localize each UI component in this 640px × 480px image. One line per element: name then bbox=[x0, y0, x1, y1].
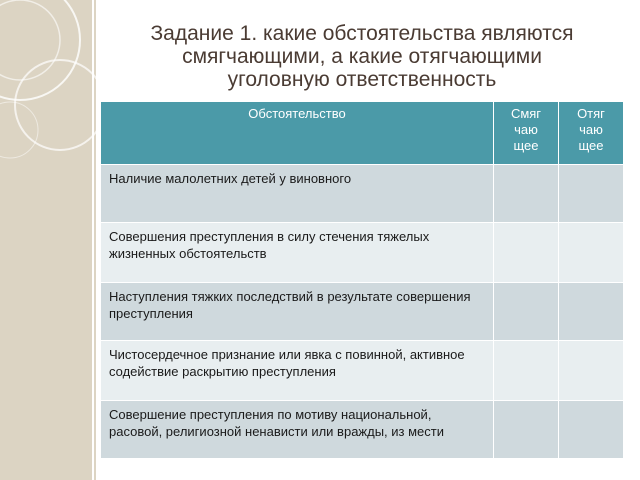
circumstance-cell: Чистосердечное признание или явка с повинной, активное содействие раскрытию преступления bbox=[101, 341, 493, 400]
mitigating-cell[interactable] bbox=[494, 401, 558, 458]
circumstance-cell: Совершения преступления в силу стечения тяжелых жизненных обстоятельств bbox=[101, 223, 493, 282]
title-line-1: Задание 1. какие обстоятельства являются bbox=[150, 22, 574, 45]
mitigating-cell[interactable] bbox=[494, 165, 558, 222]
mitigating-cell[interactable] bbox=[494, 283, 558, 340]
circumstance-cell: Совершение преступления по мотиву национальной, расовой, религиозной ненависти или вражды, из мести bbox=[101, 401, 493, 458]
header-circumstance: Обстоятельство bbox=[101, 102, 493, 164]
title-line-3: уголовную ответственность bbox=[227, 68, 497, 91]
aggravating-cell[interactable] bbox=[559, 283, 623, 340]
header-mitigating-part: чаю bbox=[514, 122, 538, 137]
panel-divider bbox=[92, 0, 94, 480]
mitigating-cell[interactable] bbox=[494, 223, 558, 282]
table-row bbox=[101, 401, 623, 458]
aggravating-cell[interactable] bbox=[559, 401, 623, 458]
title-line-2: смягчающими, а какие отягчающими bbox=[182, 45, 542, 68]
decorative-side-panel bbox=[0, 0, 96, 480]
header-aggravating-part: щее bbox=[578, 138, 604, 153]
table-header-row bbox=[101, 102, 623, 164]
aggravating-cell[interactable] bbox=[559, 223, 623, 282]
circumstance-cell: Наличие малолетних детей у виновного bbox=[101, 165, 493, 222]
aggravating-cell[interactable] bbox=[559, 165, 623, 222]
table-row bbox=[101, 223, 623, 282]
aggravating-cell[interactable] bbox=[559, 341, 623, 400]
slide-title bbox=[112, 22, 612, 91]
header-aggravating bbox=[559, 102, 623, 164]
header-mitigating bbox=[494, 102, 558, 164]
header-mitigating-part: Смяг bbox=[510, 106, 542, 121]
circumstances-table bbox=[100, 101, 624, 459]
header-aggravating-part: Отяг bbox=[577, 106, 605, 121]
header-aggravating-part: чаю bbox=[579, 122, 603, 137]
mitigating-cell[interactable] bbox=[494, 341, 558, 400]
circumstance-cell: Наступления тяжких последствий в результате совершения преступления bbox=[101, 283, 493, 340]
table-row bbox=[101, 165, 623, 222]
table-row bbox=[101, 283, 623, 340]
header-mitigating-part: щее bbox=[513, 138, 539, 153]
table-row bbox=[101, 341, 623, 400]
decorative-circles bbox=[0, 0, 96, 480]
